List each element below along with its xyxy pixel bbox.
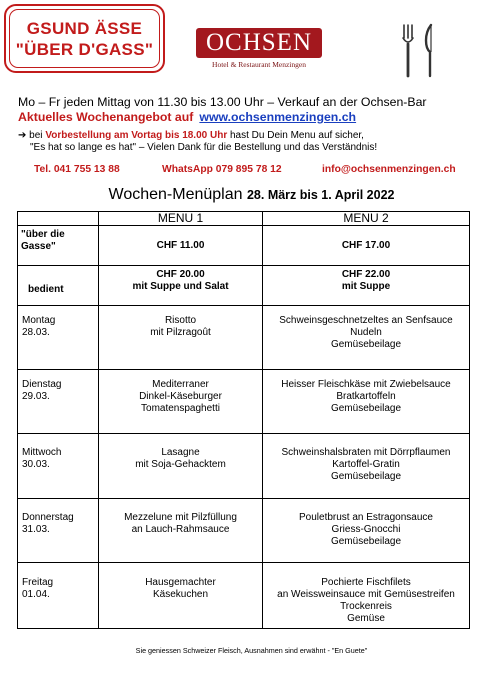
- day-menu-1: Mediterraner Dinkel-Käseburger Tomatenspaghetti: [99, 370, 263, 434]
- header-menu-1: MENU 1: [99, 212, 263, 226]
- day-row-wednesday: [18, 434, 470, 499]
- footer-note: Sie geniessen Schweizer Fleisch, Ausnahmen sind erwähnt - "En Guete": [135, 646, 368, 655]
- day-label: Mittwoch 30.03.: [18, 434, 99, 499]
- website-link[interactable]: www.ochsenmenzingen.ch: [199, 110, 357, 124]
- email-address[interactable]: info@ochsenmenzingen.ch: [322, 164, 456, 175]
- whatsapp-number[interactable]: WhatsApp 079 895 78 12: [162, 164, 282, 175]
- week-date-range: 28. März bis 1. April 2022: [246, 188, 395, 202]
- day-row-monday: [18, 306, 470, 370]
- price-menu-1-takeaway: CHF 11.00: [99, 226, 263, 266]
- day-menu-1: Lasagne mit Soja-Gehacktem: [99, 434, 263, 499]
- day-menu-1: Mezzelune mit Pilzfüllung an Lauch-Rahmsauce: [99, 499, 263, 563]
- day-menu-2: Pouletbrust an Estragonsauce Griess-Gnocchi Gemüsebeilage: [263, 499, 470, 563]
- day-row-thursday: [18, 499, 470, 563]
- preorder-prefix: bei: [29, 130, 43, 141]
- price-menu-2-takeaway: CHF 17.00: [263, 226, 470, 266]
- restaurant-logo: [196, 28, 322, 69]
- day-label: Freitag 01.04.: [18, 563, 99, 629]
- price-menu-2-served: CHF 22.00 mit Suppe: [263, 266, 470, 306]
- arrow-icon: ➔: [18, 130, 27, 141]
- badge-line-1: GSUND ÄSSE: [26, 18, 143, 38]
- day-menu-2: Pochierte Fischfilets an Weissweinsauce mit Gemüsestreifen Trockenreis Gemüse: [263, 563, 470, 629]
- cutlery-icon: [400, 22, 440, 78]
- promo-badge-inner: [9, 9, 160, 68]
- weekly-offer-line: [18, 110, 356, 125]
- day-menu-1: Hausgemachter Käsekuchen: [99, 563, 263, 629]
- week-title: [0, 186, 503, 204]
- day-menu-2: Heisser Fleischkäse mit Zwiebelsauce Bratkartoffeln Gemüsebeilage: [263, 370, 470, 434]
- day-row-friday: [18, 563, 470, 629]
- preorder-suffix: hast Du Dein Menu auf sicher,: [230, 130, 364, 141]
- table-header-row: [18, 212, 470, 226]
- promo-badge: [4, 4, 165, 73]
- badge-line-2: "ÜBER D'GASS": [15, 39, 154, 59]
- week-title-label: Wochen-Menüplan: [108, 186, 243, 203]
- day-label: Montag 28.03.: [18, 306, 99, 370]
- preorder-note: [18, 130, 364, 142]
- logo-name: OCHSEN: [205, 29, 312, 56]
- day-label: Donnerstag 31.03.: [18, 499, 99, 563]
- day-label: Dienstag 29.03.: [18, 370, 99, 434]
- day-row-tuesday: [18, 370, 470, 434]
- price-menu-1-served: CHF 20.00 mit Suppe und Salat: [99, 266, 263, 306]
- phone-number[interactable]: Tel. 041 755 13 88: [34, 164, 120, 175]
- price-row-takeaway: [18, 226, 470, 266]
- opening-hours: Mo – Fr jeden Mittag von 11.30 bis 13.00 Uhr – Verkauf an der Ochsen-Bar: [18, 95, 427, 109]
- menu-table: [17, 211, 470, 629]
- preorder-thanks: "Es hat so lange es hat" – Vielen Dank für die Bestellung und das Verständnis!: [30, 142, 378, 153]
- logo-subtitle: Hotel & Restaurant Menzingen: [212, 60, 306, 69]
- day-menu-2: Schweinshalsbraten mit Dörrpflaumen Kartoffel-Gratin Gemüsebeilage: [263, 434, 470, 499]
- day-menu-2: Schweinsgeschnetzeltes an Senfsauce Nudeln Gemüsebeilage: [263, 306, 470, 370]
- price-row-served: [18, 266, 470, 306]
- header-blank: [18, 212, 99, 226]
- header-menu-2: MENU 2: [263, 212, 470, 226]
- logo-box: [196, 28, 322, 58]
- price-label-served: bedient: [18, 266, 99, 306]
- price-label-takeaway: "über die Gasse": [18, 226, 99, 266]
- day-menu-1: Risotto mit Pilzragoût: [99, 306, 263, 370]
- weekly-offer-text: Aktuelles Wochenangebot auf: [18, 110, 194, 124]
- preorder-deadline: Vorbestellung am Vortag bis 18.00 Uhr: [45, 130, 228, 141]
